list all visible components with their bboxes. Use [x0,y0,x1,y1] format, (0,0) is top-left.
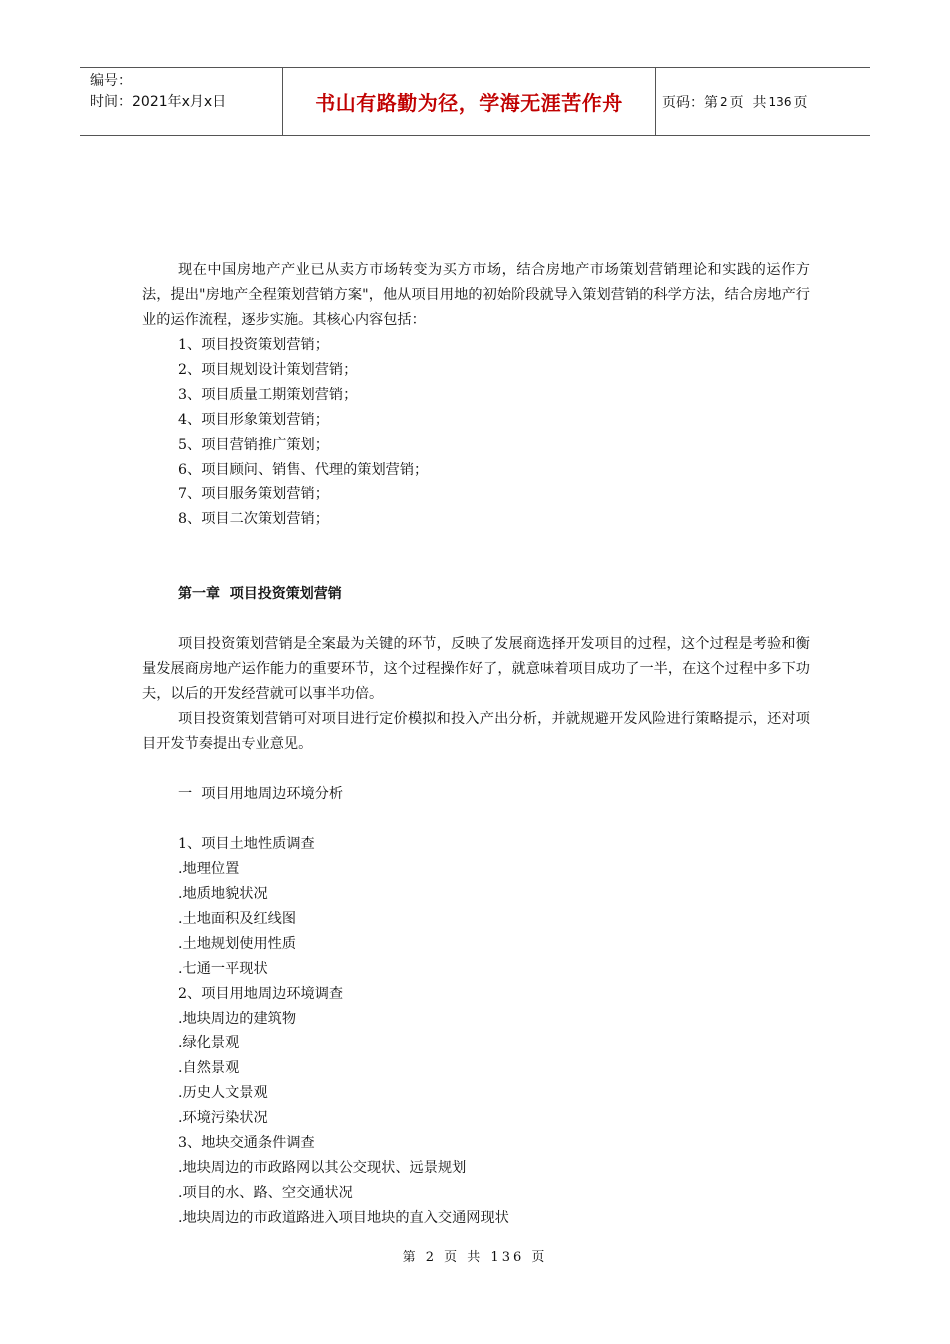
header-meta [80,68,282,135]
page-prefix: 页码：第 [662,94,718,111]
list-item: .自然景观 [178,1060,240,1077]
list-item: 2、项目用地周边环境调查 [178,985,344,1002]
intro-paragraph: 现在中国房地产产业已从卖方市场转变为买方市场，结合房地产市场策划营销理论和实践的运作方法，提出"房地产全程策划营销方案"，他从项目用地的初始阶段就导入策划营销的科学方法，结合房地产行业的运作流程，逐步实施。其核心内容包括： [142,262,810,328]
list-item: 3、项目质量工期策划营销； [178,386,358,403]
list-item: 5、项目营销推广策划； [178,436,329,453]
page-number: 2 [720,94,728,109]
spacer [142,807,810,832]
list-item: 1、项目土地性质调查 [178,836,315,853]
list-item: 2、项目规划设计策划营销； [178,361,358,378]
total-pages: 136 [768,94,792,109]
page-body [142,258,810,1231]
list-item: 1、项目投资策划营销； [178,337,329,353]
list-item: 6、项目顾问、销售、代理的策划营销； [178,461,429,478]
list-item: 7、项目服务策划营销； [178,486,329,503]
document-time: 时间：2021年x月x日 [90,94,227,110]
list-item: .地块周边的建筑物 [178,1010,297,1027]
list-item: .绿化景观 [178,1035,240,1052]
page-header [80,67,870,136]
chapter-paragraph: 项目投资策划营销可对项目进行定价模拟和投入产出分析，并就规避开发风险进行策略提示，还对项目开发节奏提出专业意见。 [142,711,810,753]
list-item: 4、项目形象策划营销； [178,411,329,428]
list-item: .环境污染状况 [178,1110,268,1127]
spacer [142,607,810,632]
header-motto: 书山有路勤为径，学海无涯苦作舟 [282,68,656,135]
chapter-paragraph: 项目投资策划营销是全案最为关键的环节，反映了发展商选择开发项目的过程，这个过程是考验和衡量发展商房地产运作能力的重要环节，这个过程操作好了，就意味着项目成功了一半，在这个过程中多下功夫，以后的开发经营就可以事半功倍。 [142,636,810,703]
list-item: .土地面积及红线图 [178,910,297,927]
chapter-title: 第一章 项目投资策划营销 [178,586,342,603]
document-number-label: 编号： [90,73,132,89]
page-suffix: 页 [793,94,808,111]
list-item: .地块周边的市政道路进入项目地块的直入交通网现状 [178,1209,509,1226]
page-footer: 第 2 页 共 136 页 [402,1250,548,1265]
spacer [142,532,810,557]
list-item: 8、项目二次策划营销； [178,511,329,528]
list-item: .历史人文景观 [178,1085,268,1102]
list-item: .七通一平现状 [178,960,268,977]
section-title: 一 项目用地周边环境分析 [178,786,344,803]
list-item: .地理位置 [178,861,240,878]
spacer [142,557,810,582]
list-item: .地质地貌状况 [178,885,268,902]
header-page-info [656,68,870,135]
list-item: .土地规划使用性质 [178,935,297,952]
list-item: .地块周边的市政路网以其公交现状、远景规划 [178,1159,467,1176]
list-item: 3、地块交通条件调查 [178,1135,315,1152]
list-item: .项目的水、路、空交通状况 [178,1184,353,1201]
spacer [142,757,810,782]
page-mid: 页 共 [729,94,767,111]
